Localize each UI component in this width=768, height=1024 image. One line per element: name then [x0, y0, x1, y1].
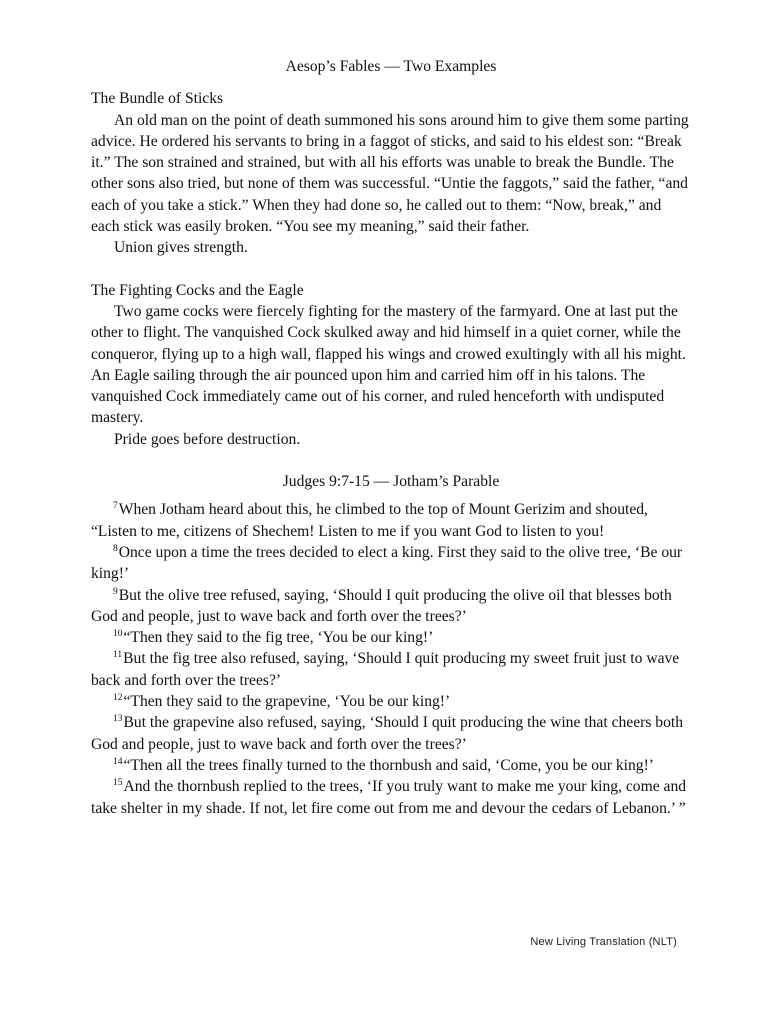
verse-text: But the fig tree also refused, saying, ‘Should I quit producing my sweet fruit just to wave back and forth over the trees?’ [91, 650, 680, 689]
translation-credit: New Living Translation (NLT) [530, 936, 677, 948]
verse [91, 691, 691, 712]
verse [91, 712, 691, 755]
verse-text: But the olive tree refused, saying, ‘Should I quit producing the olive oil that blesses both God and people, just to wave back and forth over the trees?’ [91, 586, 672, 625]
verse [91, 585, 691, 628]
parable-title: Judges 9:7-15 — Jotham’s Parable [282, 473, 500, 491]
verse [91, 542, 691, 585]
verse-number: 10 [113, 629, 123, 640]
verse-number: 14 [113, 756, 123, 767]
verse-text: When Jotham heard about this, he climbed to the top of Mount Gerizim and shouted, “Listen to me, citizens of Shechem! Listen to me if you want God to listen to you! [91, 501, 648, 540]
verse-text: And the thornbush replied to the trees, ‘If you truly want to make me your king, come and take shelter in my shade. If not, let fire come out from me and devour the cedars of Lebanon.’ ” [91, 778, 687, 817]
verse [91, 755, 691, 776]
verse [91, 499, 691, 542]
fable-body: An old man on the point of death summoned his sons around him to give them some parting advice. He ordered his servants to bring in a faggot of sticks, and said to his eldest son: “Break it.” The son strained and strained, but with all his efforts was unable to break the Bundle. The other sons also tried, but none of them was successful. “Untie the faggots,” said the father, “and each of you take a stick.” When they had done so, he called out to them: “Now, break,” and each stick was easily broken. “You see my meaning,” said their father. [91, 111, 689, 236]
verse-number: 8 [113, 543, 118, 554]
verse-number: 13 [113, 714, 123, 725]
verse-text: “Then all the trees finally turned to the thornbush and said, ‘Come, you be our king!’ [123, 756, 654, 774]
verse-number: 7 [113, 501, 118, 512]
verse-text: “Then they said to the fig tree, ‘You be our king!’ [123, 629, 434, 647]
verse-text: Once upon a time the trees decided to elect a king. First they said to the olive tree, ‘Be our king!’ [91, 543, 683, 583]
document-title: Aesop’s Fables — Two Examples [285, 58, 497, 75]
fable-bundle-of-sticks [91, 88, 691, 258]
parable-verses [91, 499, 691, 818]
verse-number: 15 [113, 778, 123, 789]
fable-heading: The Fighting Cocks and the Eagle [91, 281, 304, 299]
verse-text: “Then they said to the grapevine, ‘You be our king!’ [123, 693, 451, 711]
document-page [91, 56, 691, 819]
verse [91, 776, 691, 819]
verse-number: 12 [113, 693, 123, 704]
verse-number: 11 [113, 650, 123, 661]
fable-heading: The Bundle of Sticks [91, 90, 224, 108]
verse-text: But the grapevine also refused, saying, ‘Should I quit producing the wine that cheers both God and people, just to wave back and forth over the trees?’ [91, 714, 684, 753]
fable-fighting-cocks [91, 280, 691, 450]
verse [91, 648, 691, 691]
verse-number: 9 [113, 586, 118, 597]
fable-body: Two game cocks were fiercely fighting for the mastery of the farmyard. One at last put the other to flight. The vanquished Cock skulked away and hid himself in a quiet corner, while the conqueror, flying up to a high wall, flapped his wings and crowed exultingly with all his might. An Eagle sailing through the air pounced upon him and carried him off in his talons. The vanquished Cock immediately came out of his corner, and ruled henceforth with undisputed mastery. [91, 302, 686, 427]
fable-moral: Union gives strength. [114, 239, 248, 257]
fable-moral: Pride goes before destruction. [114, 430, 301, 448]
verse [91, 627, 691, 648]
